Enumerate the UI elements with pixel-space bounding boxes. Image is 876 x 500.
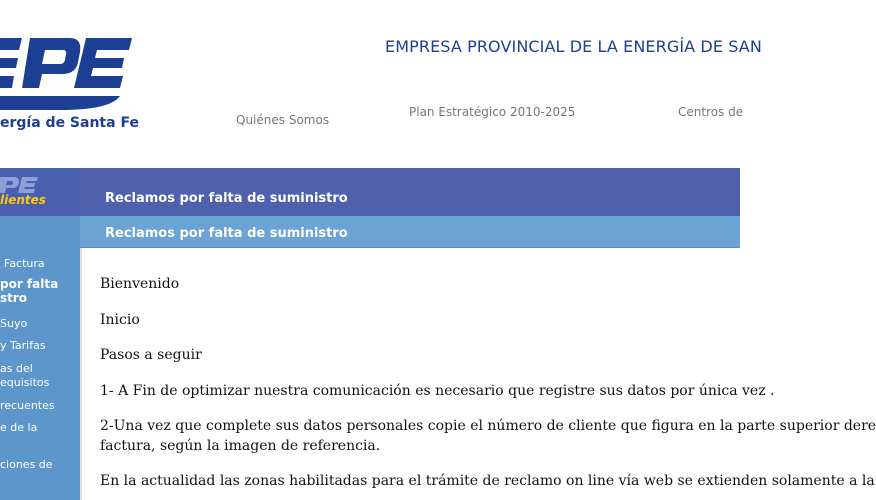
sidebar-epe-logo: [0, 175, 42, 195]
text-paso-2-cont: factura, según la imagen de referencia.: [100, 438, 381, 454]
text-paso-2: 2-Una vez que complete sus datos personales copie el número de cliente que figura en la parte superior dere: [100, 418, 876, 434]
sidebar-item-requisitos[interactable]: equisitos: [0, 376, 50, 389]
sidebar: [0, 168, 80, 500]
text-paso-1: 1- A Fin de optimizar nuestra comunicación es necesario que registre sus datos por única vez .: [100, 383, 775, 399]
text-inicio[interactable]: Inicio: [100, 312, 140, 328]
nav-quienes-somos[interactable]: Quiénes Somos: [236, 113, 330, 127]
text-zonas: En la actualidad las zonas habilitadas para el trámite de reclamo on line vía web se extienden solamente a la: [100, 473, 875, 489]
section-subband: [80, 216, 740, 248]
section-title: Reclamos por falta de suministro: [105, 191, 348, 206]
sidebar-item-ciones[interactable]: ciones de: [0, 458, 53, 471]
main-content: [80, 248, 876, 500]
sidebar-item-reclamos[interactable]: por falta: [0, 277, 59, 291]
sidebar-item-e-de-la[interactable]: e de la: [0, 421, 38, 434]
sidebar-item-reclamos-cont[interactable]: stro: [0, 291, 28, 305]
nav-plan-estrategico[interactable]: Plan Estratégico 2010-2025: [409, 105, 576, 119]
text-pasos: Pasos a seguir: [100, 347, 202, 363]
company-title: EMPRESA PROVINCIAL DE LA ENERGÍA DE SAN: [385, 37, 762, 56]
text-bienvenido: Bienvenido: [100, 276, 180, 292]
logo-tagline: ergía de Santa Fe: [0, 115, 139, 131]
sidebar-item-frecuentes[interactable]: recuentes: [0, 399, 55, 412]
sidebar-item-suyo[interactable]: Suyo: [0, 317, 28, 330]
section-subtitle: Reclamos por falta de suministro: [105, 226, 348, 241]
sidebar-item-tarifas[interactable]: y Tarifas: [0, 339, 46, 352]
sidebar-item-as-del[interactable]: as del: [0, 362, 33, 375]
nav-centros[interactable]: Centros de: [678, 105, 744, 119]
sidebar-header: [0, 168, 80, 216]
sidebar-item-factura[interactable]: Factura: [4, 257, 45, 270]
section-band: [80, 168, 740, 216]
sidebar-brand: lientes: [0, 193, 46, 207]
site-header: [0, 0, 762, 168]
